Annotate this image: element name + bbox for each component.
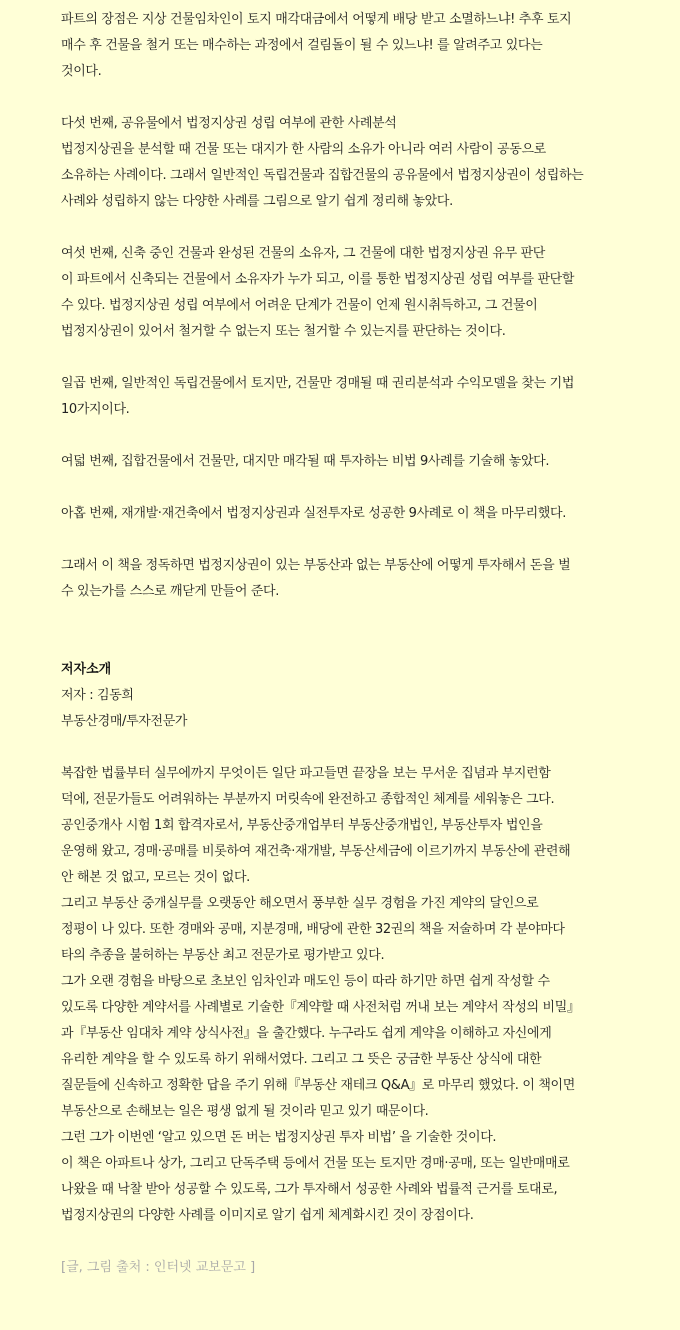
article-body <box>61 0 661 1281</box>
spacer <box>61 215 661 241</box>
bio-line: 나왔을 때 낙찰 받아 성공할 수 있도록, 그가 투자해서 성공한 사례와 법률적 근거를 토대로, <box>61 1182 558 1197</box>
section-title: 여덟 번째, 집합건물에서 건물만, 대지만 매각될 때 투자하는 비법 9사례를 기술해 놓았다. <box>61 454 550 469</box>
author-bio <box>61 761 661 1229</box>
bio-line: 이 책은 아파트나 상가, 그리고 단독주택 등에서 건물 또는 토지만 경매·공매, 또는 일반매매로 <box>61 1156 570 1171</box>
text-line: 파트의 장점은 지상 건물임차인이 토지 매각대금에서 어떻게 배당 받고 소멸하느냐! 추후 토지 <box>61 12 572 27</box>
section-nine <box>61 501 661 527</box>
spacer <box>61 475 661 501</box>
section-six <box>61 241 661 345</box>
bio-line: 운영해 왔고, 경매·공매를 비롯하여 재건축·재개발, 부동산세금에 이르기까지 부동산에 관련해 <box>61 844 571 859</box>
bio-line: 안 해본 것 없고, 모르는 것이 없다. <box>61 870 250 885</box>
author-section <box>61 657 661 735</box>
spacer <box>61 423 661 449</box>
section-title: 아홉 번째, 재개발·재건축에서 법정지상권과 실전투자로 성공한 9사례로 이 책을 마무리했다. <box>61 506 567 521</box>
bio-line: 있도록 다양한 계약서를 사례별로 기술한『계약할 때 사전처럼 꺼내 보는 계약서 작성의 비밀』 <box>61 1000 580 1015</box>
source-credit: [글, 그림 출처 : 인터넷 교보문고 ] <box>61 1260 256 1275</box>
bio-line: 질문들에 신속하고 정확한 답을 주기 위해『부동산 재테크 Q&A』로 마무리 했었다. 이 책이면 <box>61 1078 575 1093</box>
text-line: 것이다. <box>61 64 102 79</box>
section-title: 여섯 번째, 신축 중인 건물과 완성된 건물의 소유자, 그 건물에 대한 법정지상권 유무 판단 <box>61 246 546 261</box>
spacer <box>61 85 661 111</box>
author-name: 저자 : 김동희 <box>61 688 134 703</box>
spacer <box>61 605 661 631</box>
author-role: 부동산경매/투자전문가 <box>61 714 188 729</box>
bio-line: 유리한 계약을 할 수 있도록 하기 위해서였다. 그리고 그 뜻은 궁금한 부동산 상식에 대한 <box>61 1052 542 1067</box>
bio-line: 그리고 부동산 중개실무를 오랫동안 해오면서 풍부한 실무 경험을 가진 계약의 달인으로 <box>61 896 539 911</box>
bio-line: 타의 추종을 불허하는 부동산 최고 전문가로 평가받고 있다. <box>61 948 385 963</box>
bio-line: 복잡한 법률부터 실무에까지 무엇이든 일단 파고들면 끝장을 보는 무서운 집념과 부지런함 <box>61 766 551 781</box>
text-line: 법정지상권이 있어서 철거할 수 없는지 또는 철거할 수 있는지를 판단하는 것이다. <box>61 324 506 339</box>
text-line: 소유하는 사례이다. 그래서 일반적인 독립건물과 집합건물의 공유물에서 법정지상권이 성립하는 <box>61 168 584 183</box>
bio-line: 그가 오랜 경험을 바탕으로 초보인 임차인과 매도인 등이 따라 하기만 하면 쉽게 작성할 수 <box>61 974 550 989</box>
section-eight <box>61 449 661 475</box>
bio-line: 법정지상권의 다양한 사례를 이미지로 알기 쉽게 체계화시킨 것이 장점이다. <box>61 1208 474 1223</box>
spacer <box>61 345 661 371</box>
intro-tail-paragraph <box>61 7 661 85</box>
text-line: 10가지이다. <box>61 402 130 417</box>
bio-line: 과『부동산 임대차 계약 상식사전』을 출간했다. 누구라도 쉽게 계약을 이해하고 자신에게 <box>61 1026 552 1041</box>
text-line: 그래서 이 책을 정독하면 법정지상권이 있는 부동산과 없는 부동산에 어떻게 투자해서 돈을 벌 <box>61 558 571 573</box>
spacer <box>61 735 661 761</box>
text-line: 이 파트에서 신축되는 건물에서 소유자가 누가 되고, 이를 통한 법정지상권 성립 여부를 판단할 <box>61 272 575 287</box>
section-title: 일곱 번째, 일반적인 독립건물에서 토지만, 건물만 경매될 때 권리분석과 수익모델을 찾는 기법 <box>61 376 575 391</box>
text-line: 수 있는가를 스스로 깨닫게 만들어 준다. <box>61 584 280 599</box>
bio-line: 덕에, 전문가들도 어려워하는 부분까지 머릿속에 완전하고 종합적인 체계를 세워놓은 그다. <box>61 792 555 807</box>
bio-line: 공인중개사 시험 1회 합격자로서, 부동산중개업부터 부동산중개법인, 부동산투자 법인을 <box>61 818 543 833</box>
bio-line: 그런 그가 이번엔 ‘알고 있으면 돈 버는 법정지상권 투자 비법’ 을 기술한 것이다. <box>61 1130 497 1145</box>
text-line: 사례와 성립하지 않는 다양한 사례를 그림으로 알기 쉽게 정리해 놓았다. <box>61 194 453 209</box>
cut-off-line <box>61 0 661 7</box>
section-seven <box>61 371 661 423</box>
spacer <box>61 631 661 657</box>
text-line: 법정지상권을 분석할 때 건물 또는 대지가 한 사람의 소유가 아니라 여러 사람이 공동으로 <box>61 142 546 157</box>
text-line: 매수 후 건물을 철거 또는 매수하는 과정에서 걸림돌이 될 수 있느냐! 를 알려주고 있다는 <box>61 38 543 53</box>
section-five <box>61 111 661 215</box>
author-heading: 저자소개 <box>61 662 112 677</box>
section-title: 다섯 번째, 공유물에서 법정지상권 성립 여부에 관한 사례분석 <box>61 116 397 131</box>
bio-line: 정평이 나 있다. 또한 경매와 공매, 지분경매, 배당에 관한 32권의 책을 저술하며 각 분야마다 <box>61 922 565 937</box>
spacer <box>61 527 661 553</box>
text-line: 수 있다. 법정지상권 성립 여부에서 어려운 단계가 건물이 언제 원시취득하고, 그 건물이 <box>61 298 538 313</box>
spacer <box>61 1229 661 1255</box>
bio-line: 부동산으로 손해보는 일은 평생 없게 될 것이라 믿고 있기 때문이다. <box>61 1104 429 1119</box>
conclusion-paragraph <box>61 553 661 605</box>
